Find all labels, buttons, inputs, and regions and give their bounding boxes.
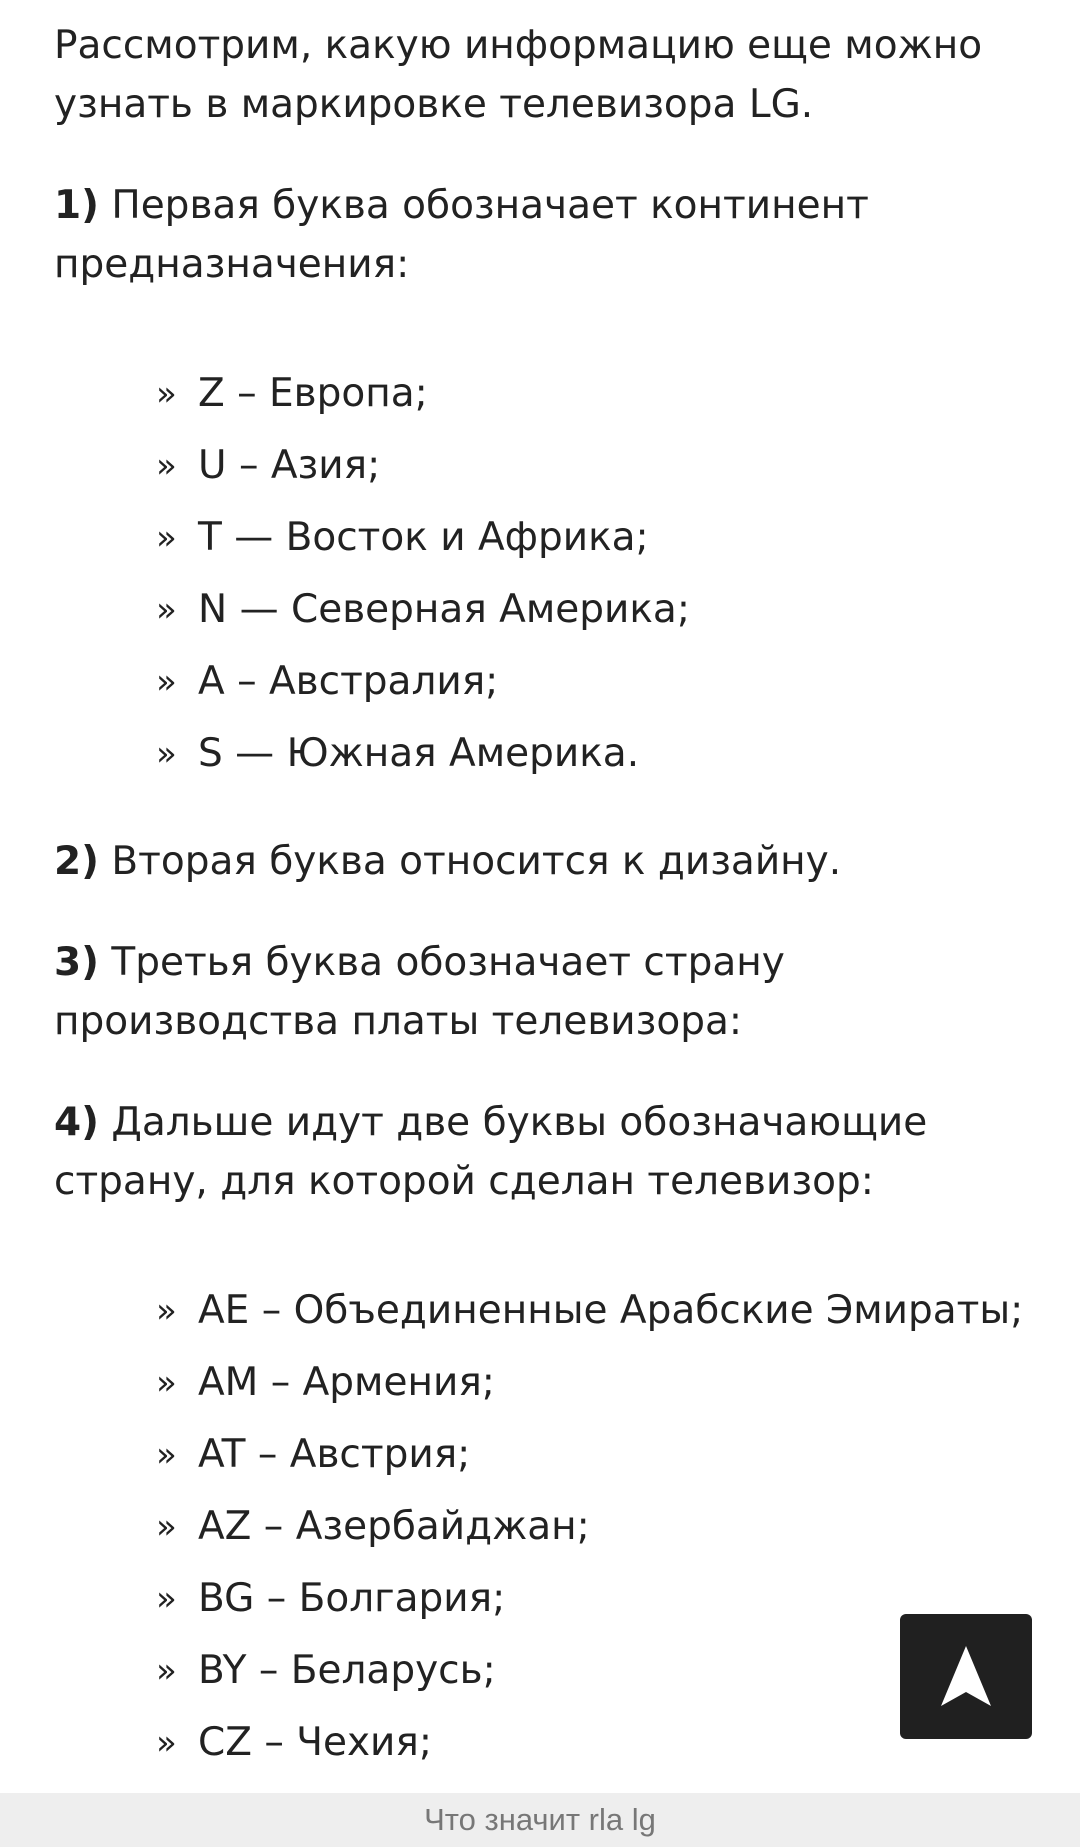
bullet-marker: »: [156, 446, 177, 486]
list-item: [156, 1419, 1044, 1491]
item-3-number: 3): [54, 940, 99, 985]
bullet-marker: »: [156, 1651, 177, 1691]
list-item: [156, 646, 1044, 718]
item-4-text: Дальше идут две буквы обозначающие страну, для которой сделан телевизор:: [54, 1100, 928, 1204]
footer-caption: Что значит rla lg: [424, 1802, 656, 1837]
bullet-marker: »: [156, 1435, 177, 1475]
list-item-text: BY – Беларусь;: [198, 1648, 496, 1693]
list-item-text: BG – Болгария;: [198, 1576, 506, 1621]
bullet-marker: »: [156, 590, 177, 630]
list-item: [156, 1347, 1044, 1419]
bullet-marker: »: [156, 734, 177, 774]
arrow-up-icon: [941, 1646, 991, 1708]
item-1-paragraph: [54, 176, 1044, 294]
list-item-text: Z – Европа;: [198, 371, 428, 416]
bullet-marker: »: [156, 1291, 177, 1331]
footer-bar: [0, 1793, 1080, 1847]
item-2-number: 2): [54, 839, 99, 884]
list-item-text: AE – Объединенные Арабские Эмираты;: [198, 1288, 1024, 1333]
bullet-marker: »: [156, 518, 177, 558]
item-2-text: Вторая буква относится к дизайну.: [98, 839, 842, 884]
item-1-number: 1): [54, 183, 99, 228]
bullet-marker: »: [156, 1507, 177, 1547]
item-3-text: Третья буква обозначает страну производства платы телевизора:: [54, 940, 785, 1044]
continent-list: [54, 358, 1044, 790]
bullet-marker: »: [156, 662, 177, 702]
list-item-text: U – Азия;: [198, 443, 381, 488]
item-3-paragraph: [54, 933, 1044, 1051]
item-2-paragraph: [54, 832, 1044, 891]
list-item: [156, 574, 1044, 646]
list-item-text: AT – Австрия;: [198, 1432, 471, 1477]
intro-paragraph: Рассмотрим, какую информацию еще можно узнать в маркировке телевизора LG.: [54, 23, 983, 127]
list-item: [156, 502, 1044, 574]
list-item-text: AM – Армения;: [198, 1360, 495, 1405]
list-item: [156, 718, 1044, 790]
list-item-text: CZ – Чехия;: [198, 1720, 432, 1765]
bullet-marker: »: [156, 1579, 177, 1619]
list-item: [156, 358, 1044, 430]
item-4-paragraph: [54, 1093, 1044, 1211]
list-item: [156, 1275, 1044, 1347]
list-item-text: S — Южная Америка.: [198, 731, 640, 776]
country-list: [54, 1275, 1044, 1779]
list-item-text: T — Восток и Африка;: [198, 515, 649, 560]
article-body: [54, 16, 1044, 1821]
list-item-text: A – Австралия;: [198, 659, 499, 704]
list-item: [156, 1491, 1044, 1563]
scroll-to-top-button[interactable]: [900, 1614, 1032, 1739]
list-item-text: AZ – Азербайджан;: [198, 1504, 590, 1549]
bullet-marker: »: [156, 374, 177, 414]
item-4-number: 4): [54, 1100, 99, 1145]
bullet-marker: »: [156, 1723, 177, 1763]
list-item-text: N — Северная Америка;: [198, 587, 690, 632]
bullet-marker: »: [156, 1363, 177, 1403]
list-item: [156, 430, 1044, 502]
item-1-text: Первая буква обозначает континент предназначения:: [54, 183, 869, 287]
